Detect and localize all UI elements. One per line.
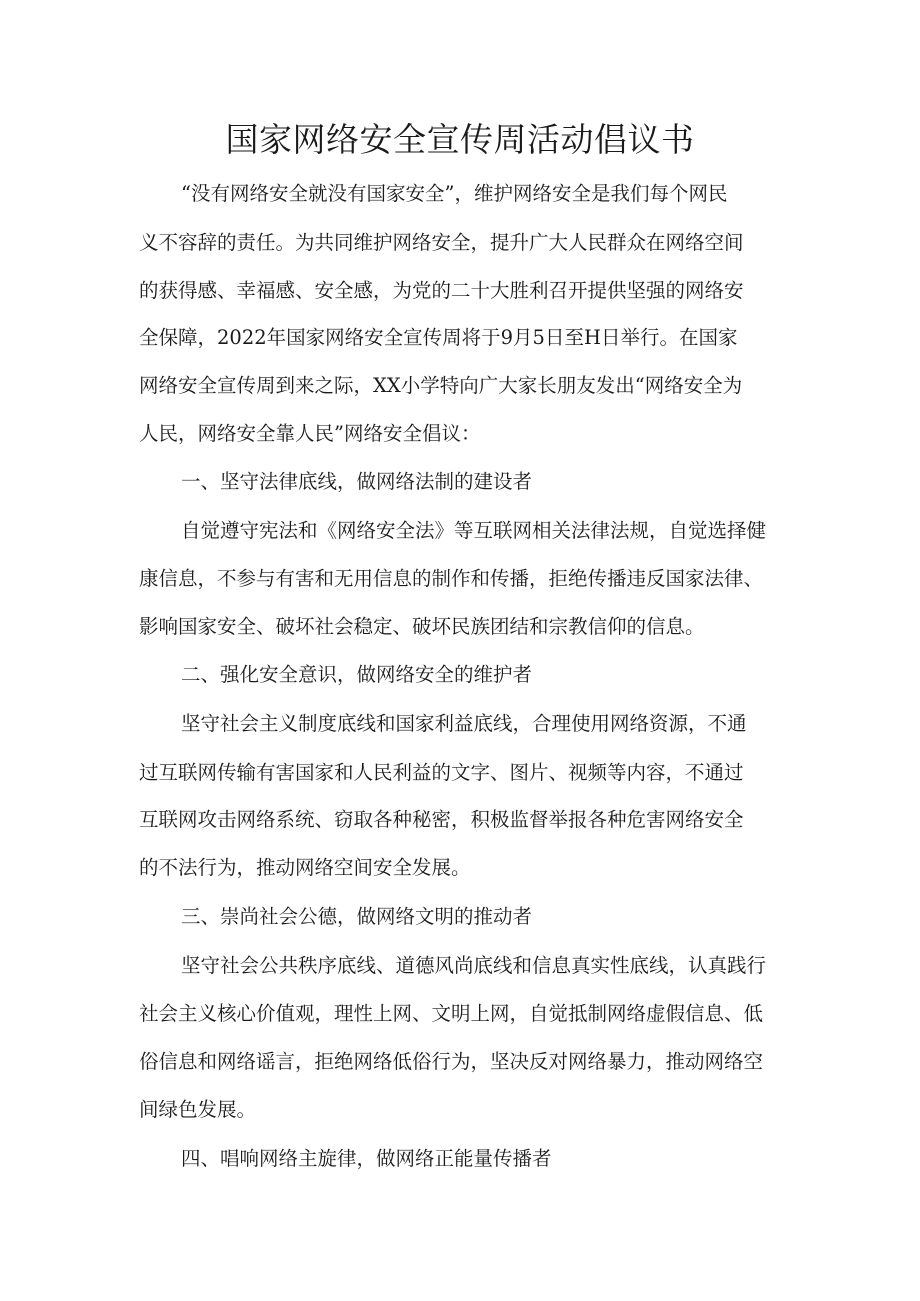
body-line: 义不容辞的责任。为共同维护网络安全，提升广大人民群众在网络空间 [139, 231, 744, 254]
document-title: 国家网络安全宣传周活动倡议书 [225, 120, 695, 159]
body-line: 网络安全宣传周到来之际，XX小学特向广大家长朋友发出“网络安全为 [139, 374, 743, 397]
body-line: 康信息，不参与有害和无用信息的制作和传播，拒绝传播违反国家法律、 [139, 567, 764, 590]
section-heading: 四、唱响网络主旋律，做网络正能量传播者 [181, 1147, 552, 1170]
section-heading: 三、崇尚社会公德，做网络文明的推动者 [181, 905, 533, 928]
body-line: 社会主义核心价值观，理性上网、文明上网，自觉抵制网络虚假信息、低 [139, 1002, 764, 1025]
body-line: 坚守社会公共秩序底线、道德风尚底线和信息真实性底线，认真践行 [181, 954, 767, 977]
body-line: 人民，网络安全靠人民”网络安全倡议： [139, 422, 481, 445]
section-heading: 一、坚守法律底线，做网络法制的建设者 [181, 470, 533, 493]
body-line: 的获得感、幸福感、安全感，为党的二十大胜利召开提供坚强的网络安 [139, 279, 744, 302]
body-line: 俗信息和网络谣言，拒绝网络低俗行为，坚决反对网络暴力，推动网络空 [139, 1050, 764, 1073]
body-line: 过互联网传输有害国家和人民利益的文字、图片、视频等内容，不通过 [139, 761, 744, 784]
section-heading: 二、强化安全意识，做网络安全的维护者 [181, 663, 533, 686]
body-line: 自觉遵守宪法和《网络安全法》等互联网相关法律法规，自觉选择健 [181, 519, 767, 542]
body-line: “没有网络安全就没有国家安全”，维护网络安全是我们每个网民 [181, 182, 728, 205]
body-line: 的不法行为，推动网络空间安全发展。 [139, 856, 471, 879]
body-line: 坚守社会主义制度底线和国家利益底线，合理使用网络资源，不通 [181, 712, 747, 735]
body-line: 互联网攻击网络系统、窃取各种秘密，积极监督举报各种危害网络安全 [139, 808, 744, 831]
body-line: 影响国家安全、破坏社会稳定、破坏民族团结和宗教信仰的信息。 [139, 615, 705, 638]
body-line: 间绿色发展。 [139, 1098, 257, 1121]
body-line: 全保障，2022年国家网络安全宣传周将于9月5日至H日举行。在国家 [139, 326, 738, 349]
